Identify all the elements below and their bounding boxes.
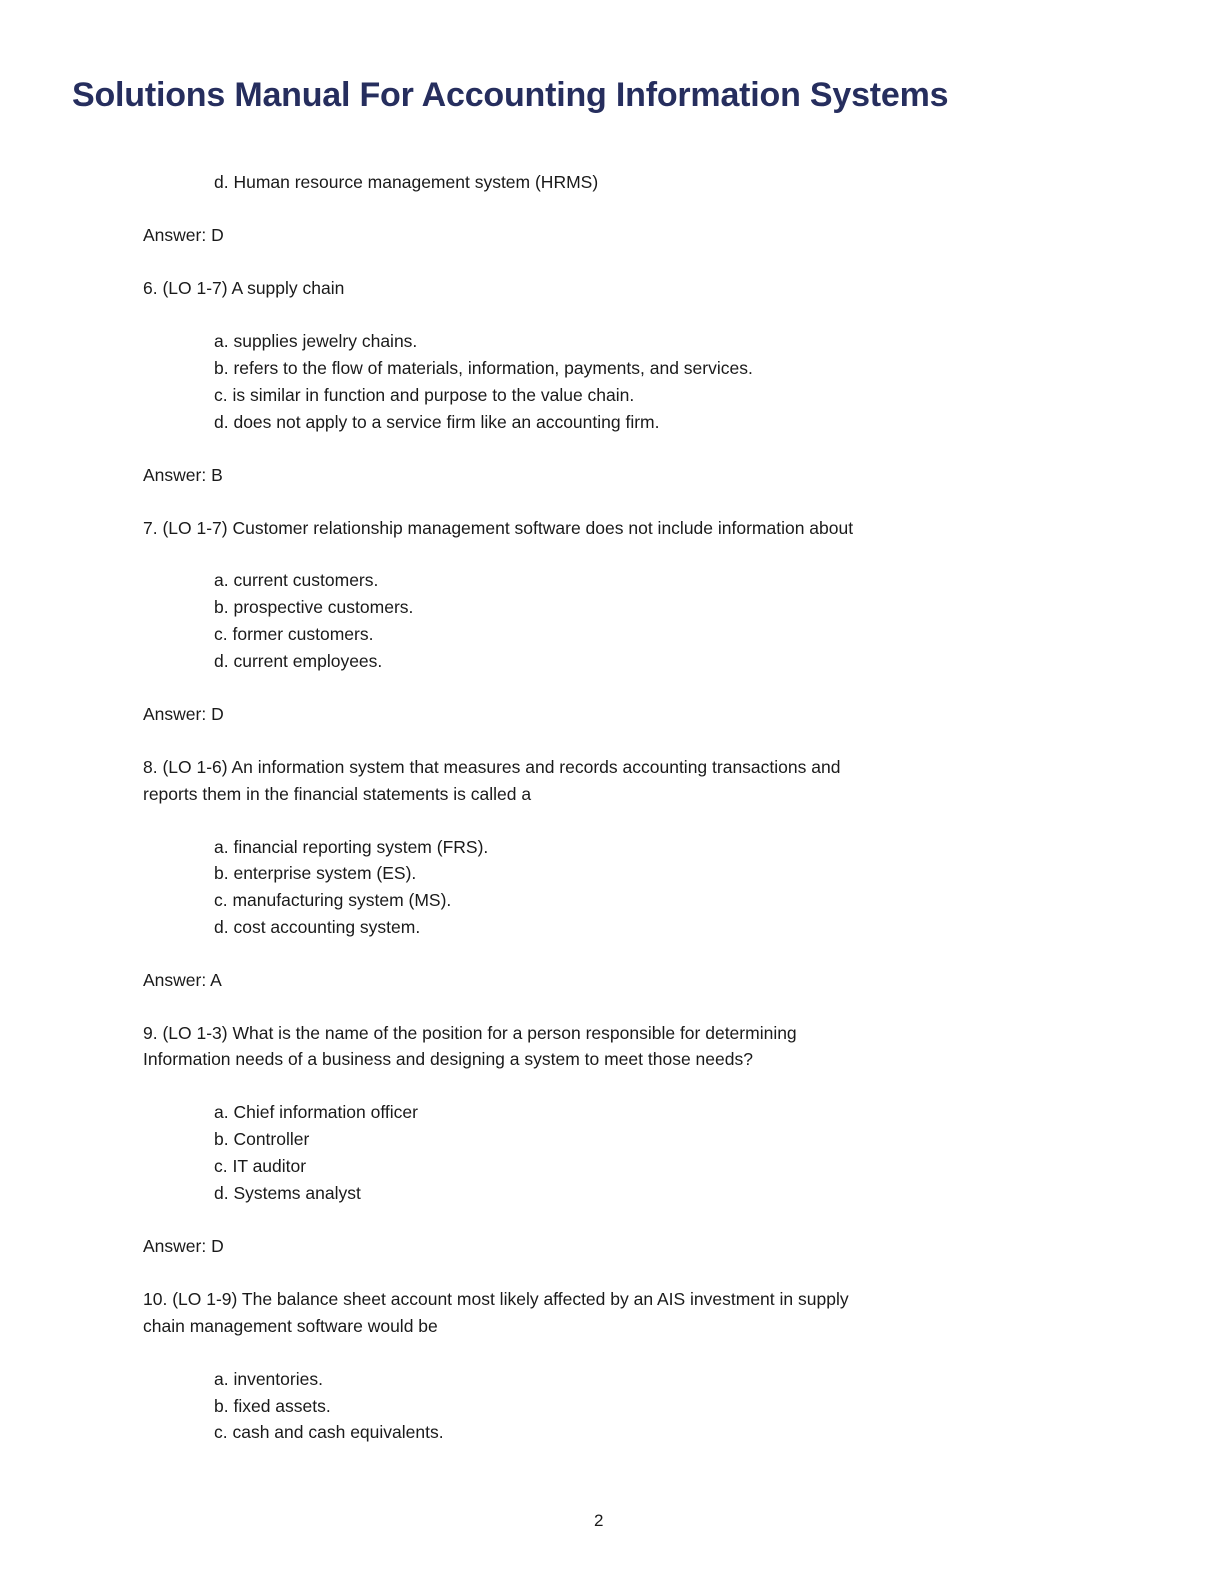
option: c. is similar in function and purpose to the value chain.	[214, 385, 635, 405]
option: d. cost accounting system.	[214, 917, 421, 937]
question-text: reports them in the financial statements is called a	[143, 784, 532, 804]
option: a. current customers.	[214, 570, 379, 590]
option: a. supplies jewelry chains.	[214, 331, 418, 351]
option: b. enterprise system (ES).	[214, 863, 417, 883]
question-text: 10. (LO 1-9) The balance sheet account most likely affected by an AIS investment in supply	[143, 1289, 849, 1309]
option: d. current employees.	[214, 651, 383, 671]
option: c. former customers.	[214, 624, 374, 644]
page-number: 2	[594, 1511, 604, 1530]
option: b. prospective customers.	[214, 597, 414, 617]
option: b. refers to the flow of materials, information, payments, and services.	[214, 358, 753, 378]
question-text: 7. (LO 1-7) Customer relationship management software does not include information about	[143, 518, 854, 538]
page-title: Solutions Manual For Accounting Information Systems	[72, 76, 949, 114]
question-text: chain management software would be	[143, 1316, 438, 1336]
option: d. Human resource management system (HRMS)	[214, 172, 599, 192]
option: b. Controller	[214, 1129, 310, 1149]
answer: Answer: D	[143, 225, 224, 245]
question-text: 8. (LO 1-6) An information system that measures and records accounting transactions and	[143, 757, 841, 777]
answer: Answer: D	[143, 704, 224, 724]
question-text: 6. (LO 1-7) A supply chain	[143, 278, 345, 298]
option: c. cash and cash equivalents.	[214, 1422, 444, 1442]
option: c. IT auditor	[214, 1156, 307, 1176]
answer: Answer: D	[143, 1236, 224, 1256]
option: a. inventories.	[214, 1369, 323, 1389]
answer: Answer: A	[143, 970, 222, 990]
option: a. Chief information officer	[214, 1102, 418, 1122]
option: c. manufacturing system (MS).	[214, 890, 452, 910]
option: d. Systems analyst	[214, 1183, 361, 1203]
option: d. does not apply to a service firm like an accounting firm.	[214, 412, 660, 432]
option: a. financial reporting system (FRS).	[214, 837, 489, 857]
question-text: Information needs of a business and designing a system to meet those needs?	[143, 1049, 753, 1069]
option: b. fixed assets.	[214, 1396, 331, 1416]
answer: Answer: B	[143, 465, 223, 485]
question-text: 9. (LO 1-3) What is the name of the position for a person responsible for determining	[143, 1023, 797, 1043]
